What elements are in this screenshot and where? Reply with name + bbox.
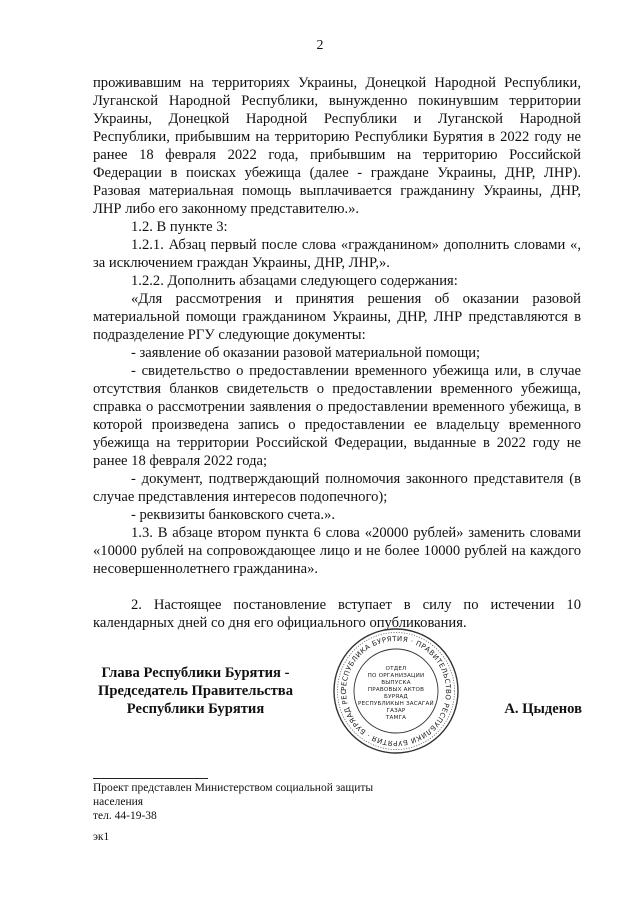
seal-inner-line: ПРАВОВЫХ АКТОВ xyxy=(367,687,425,693)
seal-inner-line: ГАЗАР xyxy=(386,708,406,714)
footnote-line: населения xyxy=(93,796,144,808)
signatory-position-line: Председатель Правительства xyxy=(97,683,293,699)
footnote-divider xyxy=(93,778,208,779)
body-paragraph: - свидетельство о предоставлении временного убежища или, в случае отсутствия бланков свидетельств о предоставлении временного убежища, справка о рассмотрении заявления о предоставлении временного убежища, в которой произведена запись о предоставлении ее владельцу временного убежища на территории Российской Федерации, выданные в 2022 году не ранее 18 февраля 2022 года; xyxy=(93,363,581,469)
official-seal xyxy=(331,626,461,756)
body-paragraph: 1.2.1. Абзац первый после слова «гражданином» дополнить словами «, за исключением граждан Украины, ДНР, ЛНР,». xyxy=(93,237,581,271)
document-body xyxy=(93,74,581,632)
body-paragraph: «Для рассмотрения и принятия решения об оказании разовой материальной помощи гражданином Украины, ДНР, ЛНР представляются в подразделение РГУ следующие документы: xyxy=(93,291,581,343)
footnote xyxy=(93,781,423,823)
seal-ring-text: РЕСПУБЛИКА БУРЯТИЯ · ПРАВИТЕЛЬСТВО РЕСПУБЛИКИ БУРЯТИЯ · БУРЯАД РЕС xyxy=(339,634,453,748)
body-paragraph: 1.2.2. Дополнить абзацами следующего содержания: xyxy=(131,273,458,289)
body-paragraph: проживавшим на территориях Украины, Донецкой Народной Республики, Луганской Народной Республики, вынужденно покинувшим территории Украины, Донецкой Народной Республики и Луганской Народной Республики, прибывшим на территорию Республики Бурятия в 2022 году не ранее 18 февраля 2022 года, прибывшим на территорию Российской Федерации в поисках убежища (далее - граждане Украины, ДНР, ЛНР). Разовая материальная помощь выплачивается гражданину Украины, ДНР, ЛНР либо его законному представителю.». xyxy=(93,75,581,217)
signatory-position xyxy=(88,664,303,718)
seal-inner-line: БУРЯАД xyxy=(384,694,408,700)
body-paragraph: 1.2. В пункте 3: xyxy=(131,219,228,235)
body-paragraph: - документ, подтверждающий полномочия законного представителя (в случае представления интересов подопечного); xyxy=(93,471,581,505)
body-paragraph: 2. Настоящее постановление вступает в силу по истечении 10 календарных дней со дня его официального опубликования. xyxy=(93,597,581,631)
body-paragraph: 1.3. В абзаце втором пункта 6 слова «20000 рублей» заменить словами «10000 рублей на сопровождающее лицо и не более 10000 рублей на каждого несовершеннолетнего гражданина». xyxy=(93,525,581,577)
seal-inner-line: РЕСПУБЛИКЫН ЗАСАГАЙ xyxy=(358,701,434,707)
body-paragraph: - реквизиты банковского счета.». xyxy=(131,507,335,523)
signatory-name: А. Цыденов xyxy=(504,701,582,717)
footnote-line: Проект представлен Министерством социальной защиты xyxy=(93,782,374,794)
page-number: 2 xyxy=(316,38,324,53)
signatory-position-line: Глава Республики Бурятия - xyxy=(101,665,290,681)
seal-inner-line: ВЫПУСКА xyxy=(381,680,411,686)
seal-inner-line: ПО ОРГАНИЗАЦИИ xyxy=(367,673,425,679)
seal-inner-line: ТАМГА xyxy=(385,715,407,721)
document-code: эк1 xyxy=(93,831,110,843)
signatory-position-line: Республики Бурятия xyxy=(126,701,265,717)
seal-inner-text xyxy=(358,666,434,722)
seal-inner-line: ОТДЕЛ xyxy=(385,666,407,672)
footnote-line: тел. 44-19-38 xyxy=(93,810,157,822)
body-paragraph: - заявление об оказании разовой материальной помощи; xyxy=(131,345,481,361)
